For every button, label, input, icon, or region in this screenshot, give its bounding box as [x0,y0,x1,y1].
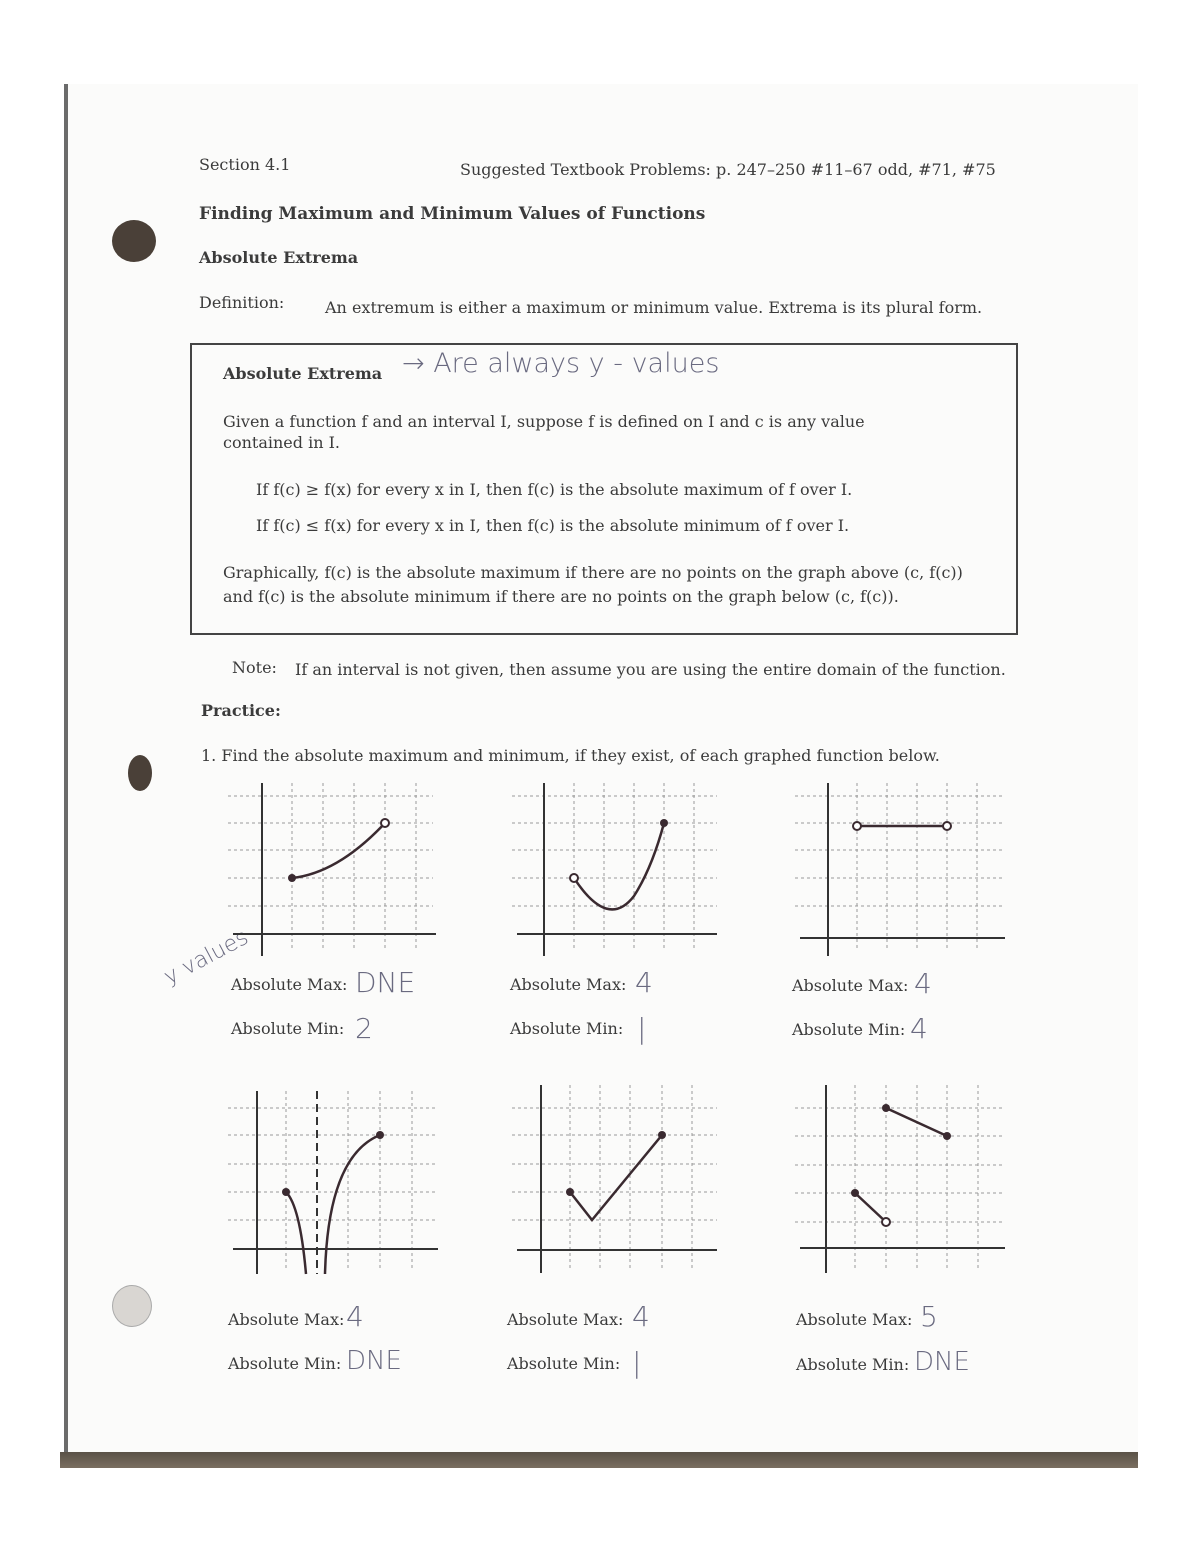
practice-question: 1. Find the absolute maximum and minimum, if they exist, of each graphed function below. [201,746,940,765]
abs-min-label-1: Absolute Min: [231,1019,345,1038]
abs-max-answer-5: 4 [632,1300,650,1333]
box-heading: Absolute Extrema [223,364,383,383]
definition-label: Definition: [199,293,285,312]
given-line-1: Given a function f and an interval I, suppose f is defined on I and c is any value [223,412,865,431]
abs-max-label-5: Absolute Max: [507,1310,624,1329]
graph-4 [228,1086,442,1276]
abs-max-label-2: Absolute Max: [510,975,627,994]
definition-text: An extremum is either a maximum or minimum value. Extrema is its plural form. [325,298,983,317]
binder-hole [128,755,152,791]
given-line-2: contained in I. [223,433,340,452]
page-shadow-edge [60,1452,1138,1468]
graph-6 [795,1080,1009,1275]
abs-max-label-6: Absolute Max: [796,1310,913,1329]
practice-label: Practice: [201,701,281,720]
abs-min-label-3: Absolute Min: [792,1020,906,1039]
graph-2 [512,778,726,958]
side-note: y values [160,925,253,991]
abs-max-answer-6: 5 [920,1300,938,1333]
abs-max-answer-3: 4 [914,967,932,1000]
abs-max-answer-2: 4 [635,966,653,999]
abs-max-label-4: Absolute Max: [228,1310,345,1329]
graphical-line-2: and f(c) is the absolute minimum if there are no points on the graph below (c, f(c)). [223,587,899,606]
abs-min-answer-1: 2 [355,1012,373,1045]
graphical-line-1: Graphically, f(c) is the absolute maximum if there are no points on the graph above (c, f(c)) [223,563,963,582]
section-label: Section 4.1 [199,155,291,174]
abs-min-answer-4: DNE [346,1346,402,1376]
graph-5 [512,1080,726,1275]
abs-max-answer-4: 4 [346,1300,364,1333]
note-label: Note: [232,658,277,677]
graph-1 [228,778,442,958]
binder-hole [112,220,156,262]
abs-min-answer-3: 4 [910,1012,928,1045]
abs-max-label-1: Absolute Max: [231,975,348,994]
abs-min-answer-2: | [637,1012,647,1045]
abs-max-label-3: Absolute Max: [792,976,909,995]
abs-min-label-2: Absolute Min: [510,1019,624,1038]
section-subtitle: Absolute Extrema [199,248,359,267]
abs-min-label-5: Absolute Min: [507,1354,621,1373]
graph-3 [795,778,1009,958]
abs-min-answer-6: DNE [914,1347,970,1377]
suggested-problems: Suggested Textbook Problems: p. 247–250 #11–67 odd, #71, #75 [460,160,996,179]
abs-max-answer-1: DNE [355,966,416,999]
note-text: If an interval is not given, then assume you are using the entire domain of the function. [295,660,1006,679]
binder-hole [112,1285,152,1327]
abs-min-label-6: Absolute Min: [796,1355,910,1374]
rule-absolute-min: If f(c) ≤ f(x) for every x in I, then f(c) is the absolute minimum of f over I. [256,516,850,535]
abs-min-answer-5: | [632,1346,642,1379]
handwritten-note: → Are always y - values [402,348,720,379]
abs-min-label-4: Absolute Min: [228,1354,342,1373]
page-title: Finding Maximum and Minimum Values of Functions [199,204,706,224]
rule-absolute-max: If f(c) ≥ f(x) for every x in I, then f(c) is the absolute maximum of f over I. [256,480,853,499]
